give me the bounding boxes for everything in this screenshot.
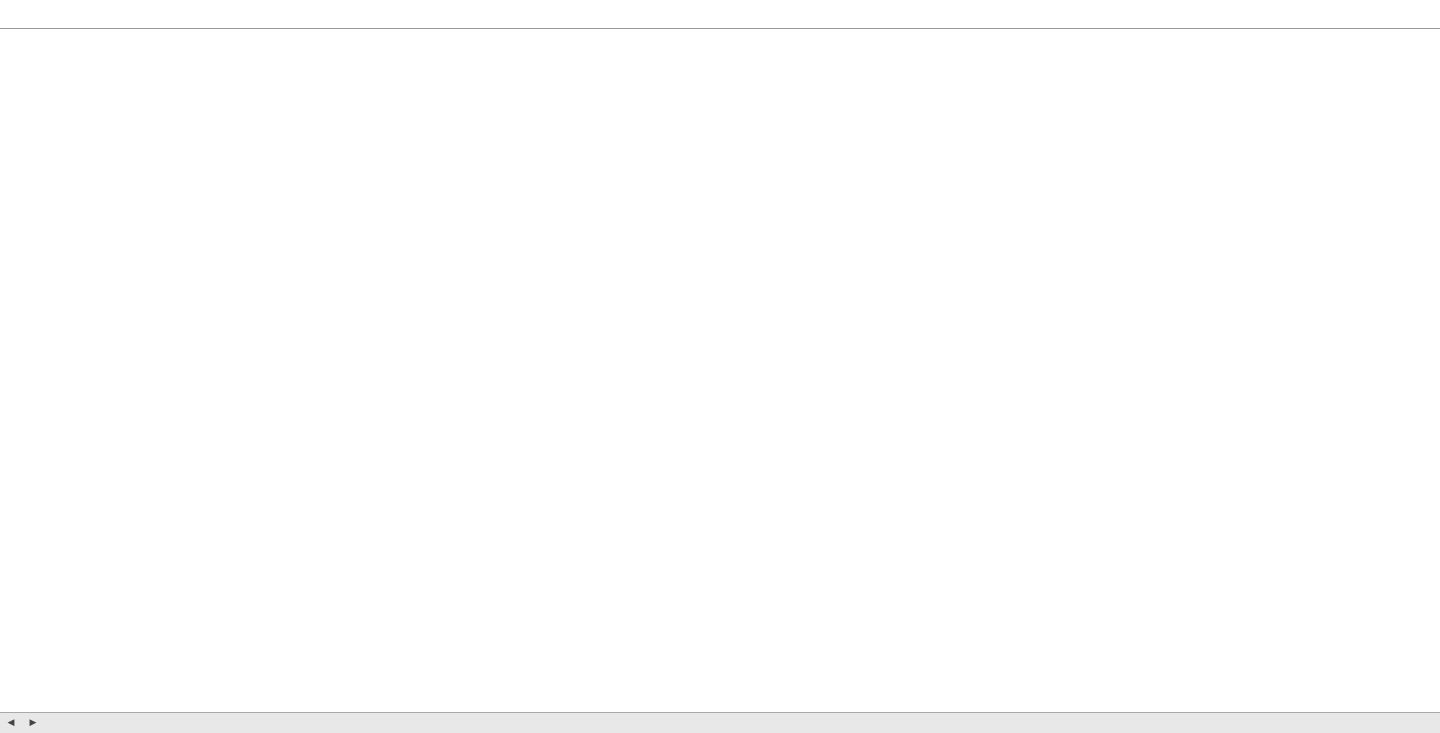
header-row <box>0 0 1440 29</box>
sheet-tab-bar <box>0 712 1440 733</box>
prev-sheet-icon[interactable]: ◀ <box>7 718 15 728</box>
next-sheet-icon[interactable]: ▶ <box>29 718 37 728</box>
